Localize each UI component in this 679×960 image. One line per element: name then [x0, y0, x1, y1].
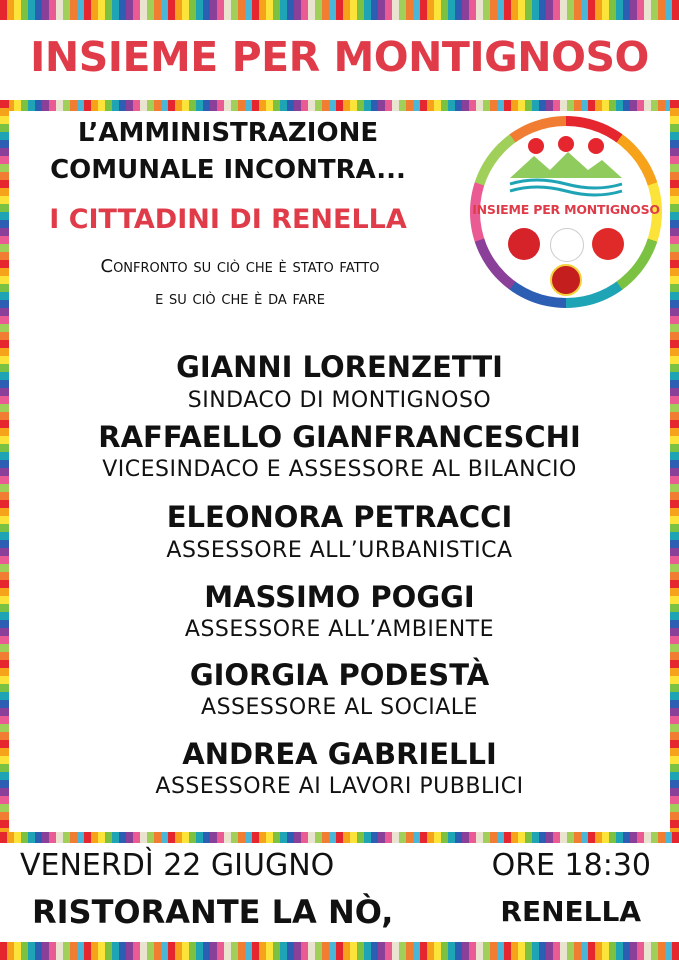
speaker-role: VICESINDACO E ASSESSORE AL BILANCIO: [102, 457, 577, 482]
speaker-name: GIANNI LORENZETTI: [176, 350, 503, 384]
speaker-name: RAFFAELLO GIANFRANCESCHI: [98, 420, 581, 454]
event-time: ORE 18:30: [491, 848, 651, 883]
psi-logo-icon: [508, 228, 540, 260]
leu-logo-icon: [592, 228, 624, 260]
event-place: RENELLA: [500, 895, 641, 928]
bottom-stripe: [0, 942, 679, 960]
speaker-name: MASSIMO POGGI: [204, 580, 475, 614]
speaker-role: ASSESSORE ALL’AMBIENTE: [184, 617, 495, 642]
page-title: INSIEME PER MONTIGNOSO: [30, 33, 649, 81]
coalition-logo: [470, 116, 662, 308]
speaker-role: SINDACO DI MONTIGNOSO: [187, 388, 492, 413]
footer-top-stripe: [0, 832, 679, 843]
event-date: VENERDÌ 22 GIUGNO: [20, 848, 335, 883]
intro-sub-1: Confronto su ciò che è stato fatto: [100, 256, 380, 277]
speaker-role: ASSESSORE ALL’URBANISTICA: [166, 538, 513, 563]
intro-line-2: COMUNALE INCONTRA...: [50, 155, 406, 185]
pd-logo-icon: [550, 228, 584, 262]
speaker-name: ELEONORA PETRACCI: [166, 500, 513, 534]
speaker-role: ASSESSORE AI LAVORI PUBBLICI: [155, 774, 524, 799]
event-venue: RISTORANTE LA NÒ,: [32, 893, 394, 931]
intro-highlight: I CITTADINI DI RENELLA: [49, 204, 407, 235]
header-bottom-stripe: [0, 100, 679, 111]
logo-title: INSIEME PER MONTIGNOSO: [472, 202, 660, 217]
intro-line-1: L’AMMINISTRAZIONE: [77, 118, 379, 148]
speaker-role: ASSESSORE AL SOCIALE: [201, 695, 478, 720]
speaker-name: GIORGIA PODESTÀ: [189, 658, 490, 692]
mountain-icon: [506, 134, 626, 200]
intro-sub-2: e su ciò che è da fare: [155, 288, 325, 309]
top-stripe: [0, 0, 679, 20]
prc-logo-icon: [550, 264, 582, 296]
speaker-name: ANDREA GABRIELLI: [182, 737, 497, 771]
